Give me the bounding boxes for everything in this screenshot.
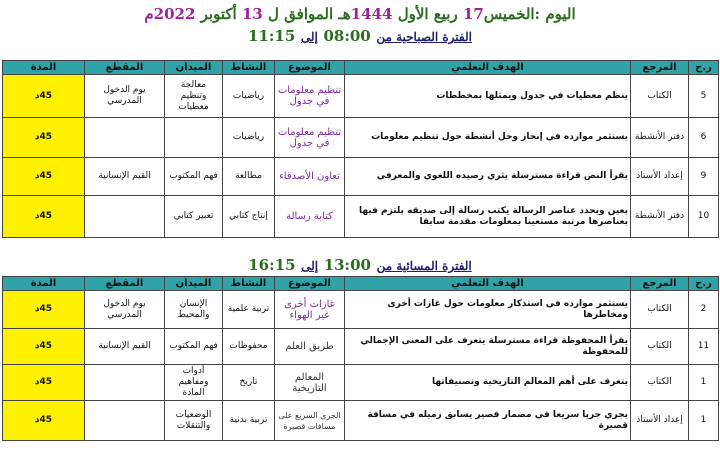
segment-cell	[85, 365, 165, 401]
field-cell: تعبير كتابي	[165, 196, 223, 238]
morning-period-label: الفترة الصباحية من	[376, 30, 472, 44]
gregorian-year: 2022م	[144, 5, 196, 23]
evening-schedule-table	[2, 276, 719, 441]
col-activity: النشاط	[223, 277, 275, 291]
segment-cell	[85, 196, 165, 238]
segment-cell: القيم الإنسانية	[85, 329, 165, 365]
morning-period-heading	[0, 26, 720, 45]
reference-cell: الكتاب	[631, 365, 689, 401]
reference-cell: دفتر الأنشطة	[631, 196, 689, 238]
col-reference: المرجع	[631, 277, 689, 291]
col-reference: المرجع	[631, 61, 689, 75]
col-field: الميدان	[165, 61, 223, 75]
table-row	[3, 401, 719, 441]
field-cell: فهم المكتوب	[165, 329, 223, 365]
reference-cell: الكتاب	[631, 329, 689, 365]
col-duration: المدة	[3, 61, 85, 75]
duration-cell: 45د	[3, 401, 85, 441]
col-duration: المدة	[3, 277, 85, 291]
page-cell: 2	[689, 291, 719, 329]
table-row	[3, 75, 719, 118]
segment-cell	[85, 401, 165, 441]
table-row	[3, 196, 719, 238]
duration-cell: 45د	[3, 365, 85, 401]
activity-cell: تاريخ	[223, 365, 275, 401]
topic-cell: تنظيم معلومات في جدول	[275, 75, 345, 118]
col-topic: الموضوع	[275, 61, 345, 75]
duration-cell: 45د	[3, 75, 85, 118]
evening-period-label: الفترة المسائية من	[376, 259, 472, 273]
topic-cell: الجري السريع على مسافات قصيرة	[275, 401, 345, 441]
table-row	[3, 291, 719, 329]
col-objective: الهدف التعلمي	[345, 277, 631, 291]
page-cell: 6	[689, 118, 719, 158]
objective-cell: يتعرف على أهم المعالم التاريخية وتصنيفاتها	[345, 365, 631, 401]
page-title	[10, 5, 710, 23]
objective-cell: ينظم معطيات في جدول ويمثلها بمخططات	[345, 75, 631, 118]
evening-to-word: إلى	[301, 259, 319, 273]
reference-cell: إعداد الأستاذ	[631, 401, 689, 441]
gregorian-month: أكتوبر	[200, 5, 237, 23]
activity-cell: تربية علمية	[223, 291, 275, 329]
field-cell: الوضعيات والتنقلات	[165, 401, 223, 441]
col-objective: الهدف التعلمي	[345, 61, 631, 75]
objective-cell: يجري جريا سريعا في مضمار قصير يسابق زميله في مسافة قصيرة	[345, 401, 631, 441]
table-header-row	[3, 61, 719, 75]
topic-cell: تنظيم معلومات في جدول	[275, 118, 345, 158]
objective-cell: يعين ويحدد عناصر الرسالة يكتب رسالة إلى صديقه يلتزم فيها بعناصرها مرتبة مستعينا بمعلومات مقدمة سابقا	[345, 196, 631, 238]
duration-cell: 45د	[3, 158, 85, 196]
segment-cell: يوم الدخول المدرسي	[85, 75, 165, 118]
duration-cell: 45د	[3, 118, 85, 158]
segment-cell: القيم الإنسانية	[85, 158, 165, 196]
topic-cell: طريق العلم	[275, 329, 345, 365]
page-cell: 9	[689, 158, 719, 196]
day-number: 17	[462, 5, 484, 23]
reference-cell: دفتر الأنشطة	[631, 118, 689, 158]
objective-cell: يستثمر موارده في استذكار معلومات حول غازات أخرى ومخاطرها	[345, 291, 631, 329]
topic-cell: المعالم التاريخية	[275, 365, 345, 401]
activity-cell: رياضيات	[223, 118, 275, 158]
reference-cell: الكتاب	[631, 291, 689, 329]
hijri-month: ربيع الأول	[397, 5, 458, 23]
field-cell: فهم المكتوب	[165, 158, 223, 196]
objective-cell: يقرأ النص قراءة مسترسلة يثري رصيده اللغوي والمعرفي	[345, 158, 631, 196]
page-cell: 1	[689, 401, 719, 441]
morning-schedule-table	[2, 60, 719, 238]
objective-cell: يستثمر موارده في إنجاز وحل أنشطة حول تنظيم معلومات	[345, 118, 631, 158]
col-segment: المقطع	[85, 277, 165, 291]
topic-cell: كتابة رسالة	[275, 196, 345, 238]
table-row	[3, 118, 719, 158]
activity-cell: محفوظات	[223, 329, 275, 365]
hijri-year: 1444	[350, 5, 393, 23]
page-cell: 1	[689, 365, 719, 401]
col-segment: المقطع	[85, 61, 165, 75]
col-topic: الموضوع	[275, 277, 345, 291]
evening-to: 16:15	[248, 256, 296, 274]
segment-cell	[85, 118, 165, 158]
table-row	[3, 365, 719, 401]
activity-cell: إنتاج كتابي	[223, 196, 275, 238]
col-activity: النشاط	[223, 61, 275, 75]
field-cell	[165, 118, 223, 158]
gregorian-day: 13	[241, 5, 263, 23]
topic-cell: غازات أخرى غير الهواء	[275, 291, 345, 329]
field-cell: معالجة وتنظيم معطيات	[165, 75, 223, 118]
duration-cell: 45د	[3, 329, 85, 365]
duration-cell: 45د	[3, 196, 85, 238]
activity-cell: مطالعة	[223, 158, 275, 196]
morning-from: 08:00	[323, 27, 371, 45]
morning-to: 11:15	[248, 27, 296, 45]
table-header-row	[3, 277, 719, 291]
table-row	[3, 158, 719, 196]
page-cell: 11	[689, 329, 719, 365]
hijri-suffix: هـ الموافق ل	[268, 5, 351, 23]
page-cell: 10	[689, 196, 719, 238]
segment-cell: يوم الدخول المدرسي	[85, 291, 165, 329]
activity-cell: تربية بدنية	[223, 401, 275, 441]
field-cell: أدوات ومفاهيم المادة	[165, 365, 223, 401]
reference-cell: إعداد الأستاذ	[631, 158, 689, 196]
activity-cell: رياضيات	[223, 75, 275, 118]
col-page: ر.ح	[689, 61, 719, 75]
duration-cell: 45د	[3, 291, 85, 329]
page-cell: 5	[689, 75, 719, 118]
date-prefix: اليوم :الخميس	[483, 5, 576, 23]
reference-cell: الكتاب	[631, 75, 689, 118]
evening-from: 13:00	[323, 256, 371, 274]
topic-cell: تعاون الأصدقاء	[275, 158, 345, 196]
morning-to-word: إلى	[300, 30, 318, 44]
objective-cell: يقرأ المحفوظة قراءة مسترسلة يتعرف على المعنى الإجمالي للمحفوظة	[345, 329, 631, 365]
field-cell: الإنسان والمحيط	[165, 291, 223, 329]
col-page: ر.ح	[689, 277, 719, 291]
table-row	[3, 329, 719, 365]
evening-period-heading	[0, 255, 720, 274]
col-field: الميدان	[165, 277, 223, 291]
